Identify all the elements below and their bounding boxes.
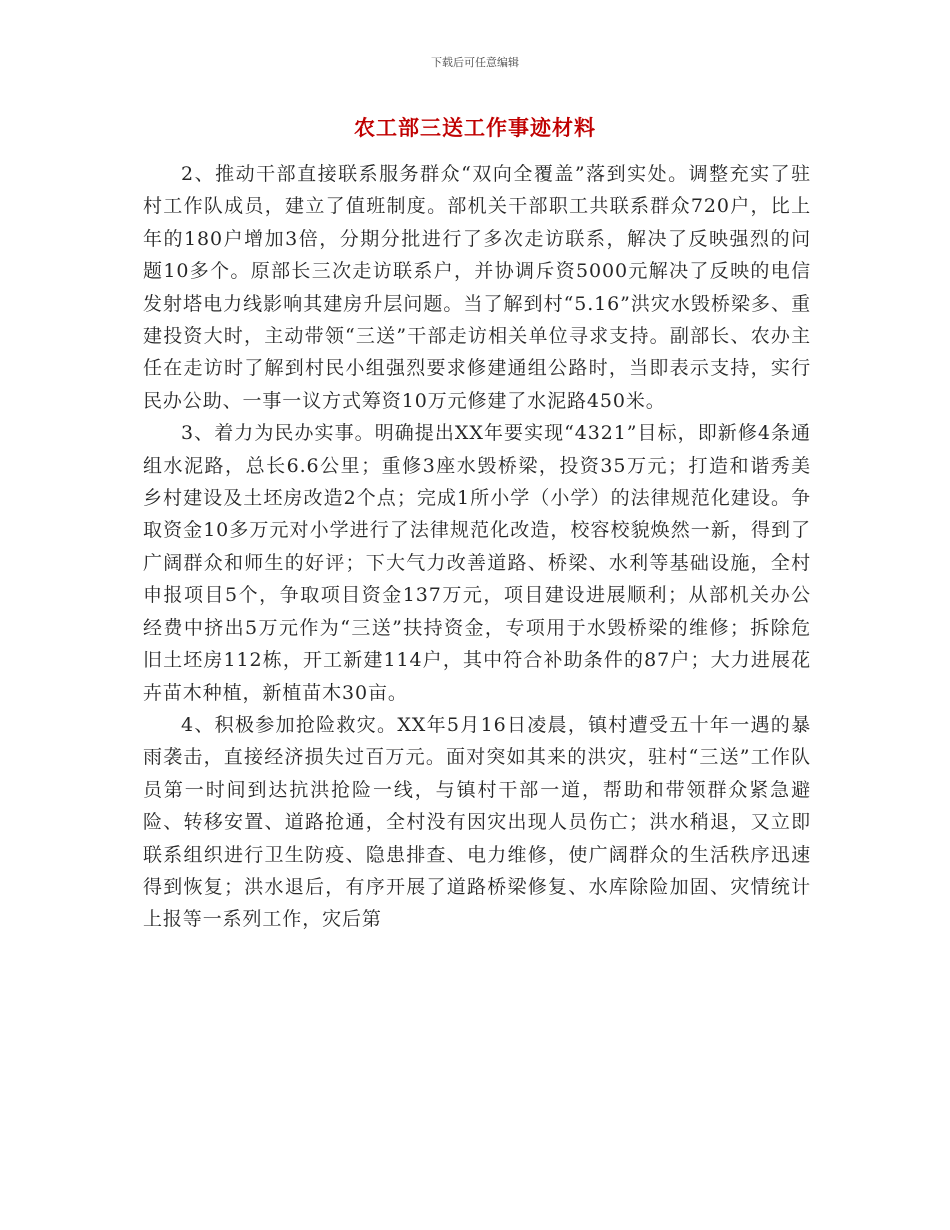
header-note: 下载后可任意编辑 bbox=[431, 56, 519, 69]
document-title: 农工部三送工作事迹材料 bbox=[354, 116, 596, 140]
paragraph-2: 2、推动干部直接联系服务群众“双向全覆盖”落到实处。调整充实了驻村工作队成员，建立了值班制度。部机关干部职工共联系群众720户，比上年的180户增加3倍，分期分批进行了多次走访联系，解决了反映强烈的问题10多个。原部长三次走访联系户，并协调斥资5000元解决了反映的电信发射塔电力线影响其建房升层问题。当了解到村“5.16”洪灾水毁桥梁多、重建投资大时，主动带领“三送”干部走访相关单位寻求支持。副部长、农办主任在走访时了解到村民小组强烈要求修建通组公路时，当即表示支持，实行民办公助、一事一议方式筹资10万元修建了水泥路450米。 bbox=[143, 163, 811, 412]
document-body bbox=[143, 158, 811, 936]
paragraph-4: 4、积极参加抢险救灾。XX年5月16日凌晨，镇村遭受五十年一遇的暴雨袭击，直接经济损失过百万元。面对突如其来的洪灾，驻村“三送”工作队员第一时间到达抗洪抢险一线，与镇村干部一道，帮助和带领群众紧急避险、转移安置、道路抢通，全村没有因灾出现人员伤亡；洪水稍退，又立即联系组织进行卫生防疫、隐患排查、电力维修，使广阔群众的生活秩序迅速得到恢复；洪水退后，有序开展了道路桥梁修复、水库除险加固、灾情统计上报等一系列工作，灾后第 bbox=[143, 713, 811, 931]
paragraph-3: 3、着力为民办实事。明确提出XX年要实现“4321”目标，即新修4条通组水泥路，总长6.6公里；重修3座水毁桥梁，投资35万元；打造和谐秀美乡村建设及土坯房改造2个点；完成1所小学（小学）的法律规范化建设。争取资金10多万元对小学进行了法律规范化改造，校容校貌焕然一新，得到了广阔群众和师生的好评；下大气力改善道路、桥梁、水利等基础设施，全村申报项目5个，争取项目资金137万元，项目建设进展顺利；从部机关办公经费中挤出5万元作为“三送”扶持资金，专项用于水毁桥梁的维修；拆除危旧土坯房112栋，开工新建114户，其中符合补助条件的87户；大力进展花卉苗木种植，新植苗木30亩。 bbox=[143, 422, 811, 704]
